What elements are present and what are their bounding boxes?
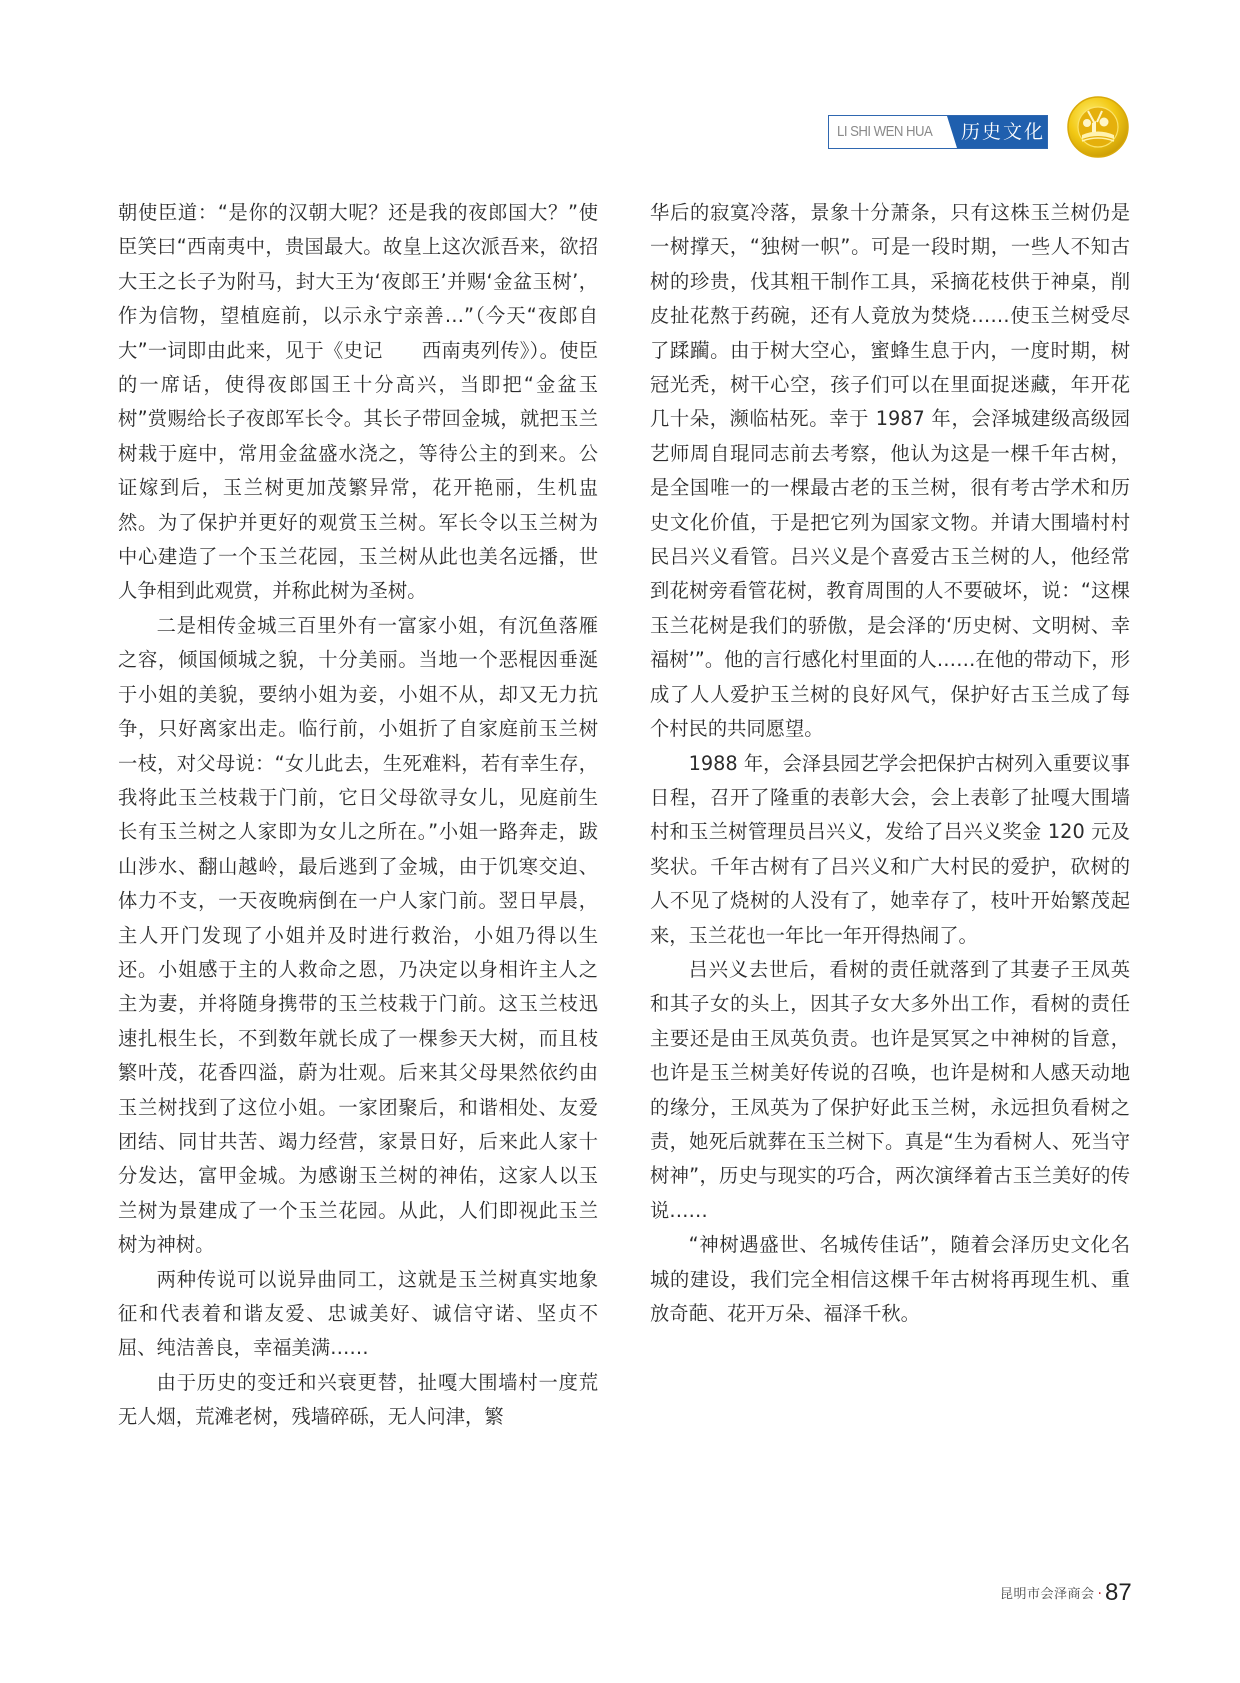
paragraph: “神树遇盛世、名城传佳话”，随着会泽历史文化名城的建设，我们完全相信这棵千年古树将再现生机、重放奇葩、花开万朵、福泽千秋。: [650, 1233, 1130, 1325]
paragraph: 吕兴义去世后，看树的责任就落到了其妻子王凤英和其子女的头上，因其子女大多外出工作，看树的责任主要还是由王凤英负责。也许是冥冥之中神树的旨意，也许是玉兰树美好传说的召唤，也许是树和人感天动地的缘分，王凤英为了保护好此玉兰树，永远担负看树之责，她死后就葬在玉兰树下。真是“生为看树人、死当守树神”，历史与现实的巧合，两次演绎着古玉兰美好的传说……: [650, 957, 1130, 1222]
article-column-right: [650, 196, 1130, 1331]
paragraph: 华后的寂寞冷落，景象十分萧条，只有这株玉兰树仍是一树撑天，“独树一帜”。可是一段时期，一些人不知古树的珍贵，伐其粗干制作工具，采摘花枝供于神桌，削皮扯花熬于药碗，还有人竟放为焚烧……使玉兰树受尽了蹂躏。由于树大空心，蜜蜂生息于内，一度时期，树冠光秃，树干心空，孩子们可以在里面捉迷藏，年开花几十朵，濒临枯死。幸于 1987 年，会泽城建级高级园艺师周自琨同志前去考察，他认为这是一棵千年古树，是全国唯一的一棵最古老的玉兰树，很有考古学术和历史文化价值，于是把它列为国家文物。并请大围墙村村民吕兴义看管。吕兴义是个喜爱古玉兰树的人，他经常到花树旁看管花树，教育周围的人不要破坏，说：“这棵玉兰花树是我们的骄傲，是会泽的‘历史树、文明树、幸福树’”。他的言行感化村里面的人……在他的带动下，形成了人人爱护玉兰树的良好风气，保护好古玉兰成了每个村民的共同愿望。: [650, 201, 1130, 741]
paragraph: 由于历史的变迁和兴衰更替，扯嘎大围墙村一度荒无人烟，荒滩老树，残墙碎砾，无人问津，繁: [118, 1370, 598, 1429]
page-number: 87: [1104, 1579, 1132, 1606]
gold-medal-emblem-icon: [1066, 95, 1130, 159]
paragraph: 两种传说可以说异曲同工，这就是玉兰树真实地象征和代表着和谐友爱、忠诚美好、诚信守诺、坚贞不屈、纯洁善良，幸福美满……: [118, 1267, 598, 1360]
magazine-name: 昆明市会泽商会: [1000, 1587, 1095, 1602]
section-pinyin: LI SHI WEN HUA: [837, 123, 933, 140]
section-header-banner: [828, 115, 1048, 149]
section-title: 历史文化: [961, 121, 1046, 143]
paragraph: 二是相传金城三百里外有一富家小姐，有沉鱼落雁之容，倾国倾城之貌，十分美丽。当地一个恶棍因垂涎于小姐的美貌，要纳小姐为妾，小姐不从，却又无力抗争，只好离家出走。临行前，小姐折了自家庭前玉兰树一枝，对父母说：“女儿此去，生死难料，若有幸生存，我将此玉兰枝栽于门前，它日父母欲寻女儿，见庭前生长有玉兰树之人家即为女儿之所在。”小姐一路奔走，跋山涉水、翻山越岭，最后逃到了金城，由于饥寒交迫、体力不支，一天夜晚病倒在一户人家门前。翌日早晨，主人开门发现了小姐并及时进行救治，小姐乃得以生还。小姐感于主的人救命之恩，乃决定以身相许主人之主为妻，并将随身携带的玉兰枝栽于门前。这玉兰枝迅速扎根生长，不到数年就长成了一棵参天大树，而且枝繁叶茂，花香四溢，蔚为壮观。后来其父母果然依约由玉兰树找到了这位小姐。一家团聚后，和谐相处、友爱团结、同甘共苦、竭力经营，家景日好，后来此人家十分发达，富甲金城。为感谢玉兰树的神佑，这家人以玉兰树为景建成了一个玉兰花园。从此，人们即视此玉兰树为神树。: [118, 613, 598, 1257]
footer-separator: ·: [1097, 1586, 1102, 1602]
page-footer: [1000, 1578, 1132, 1608]
paragraph: 1988 年，会泽县园艺学会把保护古树列入重要议事日程，召开了隆重的表彰大会，会上表彰了扯嘎大围墙村和玉兰树管理员吕兴义，发给了吕兴义奖金 120 元及奖状。千年古树有了吕兴义和广大村民的爱护，砍树的人不见了烧树的人没有了，她幸存了，枝叶开始繁茂起来，玉兰花也一年比一年开得热闹了。: [650, 751, 1130, 947]
paragraph: 朝使臣道：“是你的汉朝大呢？还是我的夜郎国大？”使臣笑曰“西南夷中，贵国最大。故皇上这次派吾来，欲招大王之长子为附马，封大王为‘夜郎王’并赐‘金盆玉树’，作为信物，望植庭前，以示永宁亲善…”（今天“夜郎自大”一词即由此来，见于《史记 西南夷列传》）。使臣的一席话，使得夜郎国王十分高兴，当即把“金盆玉树”赏赐给长子夜郎军长令。其长子带回金城，就把玉兰树栽于庭中，常用金盆盛水浇之，等待公主的到来。公证嫁到后，玉兰树更加茂繁异常，花开艳丽，生机盅然。为了保护并更好的观赏玉兰树。军长令以玉兰树为中心建造了一个玉兰花园，玉兰树从此也美名远播，世人争相到此观赏，并称此树为圣树。: [118, 201, 598, 603]
article-column-left: [118, 196, 598, 1435]
